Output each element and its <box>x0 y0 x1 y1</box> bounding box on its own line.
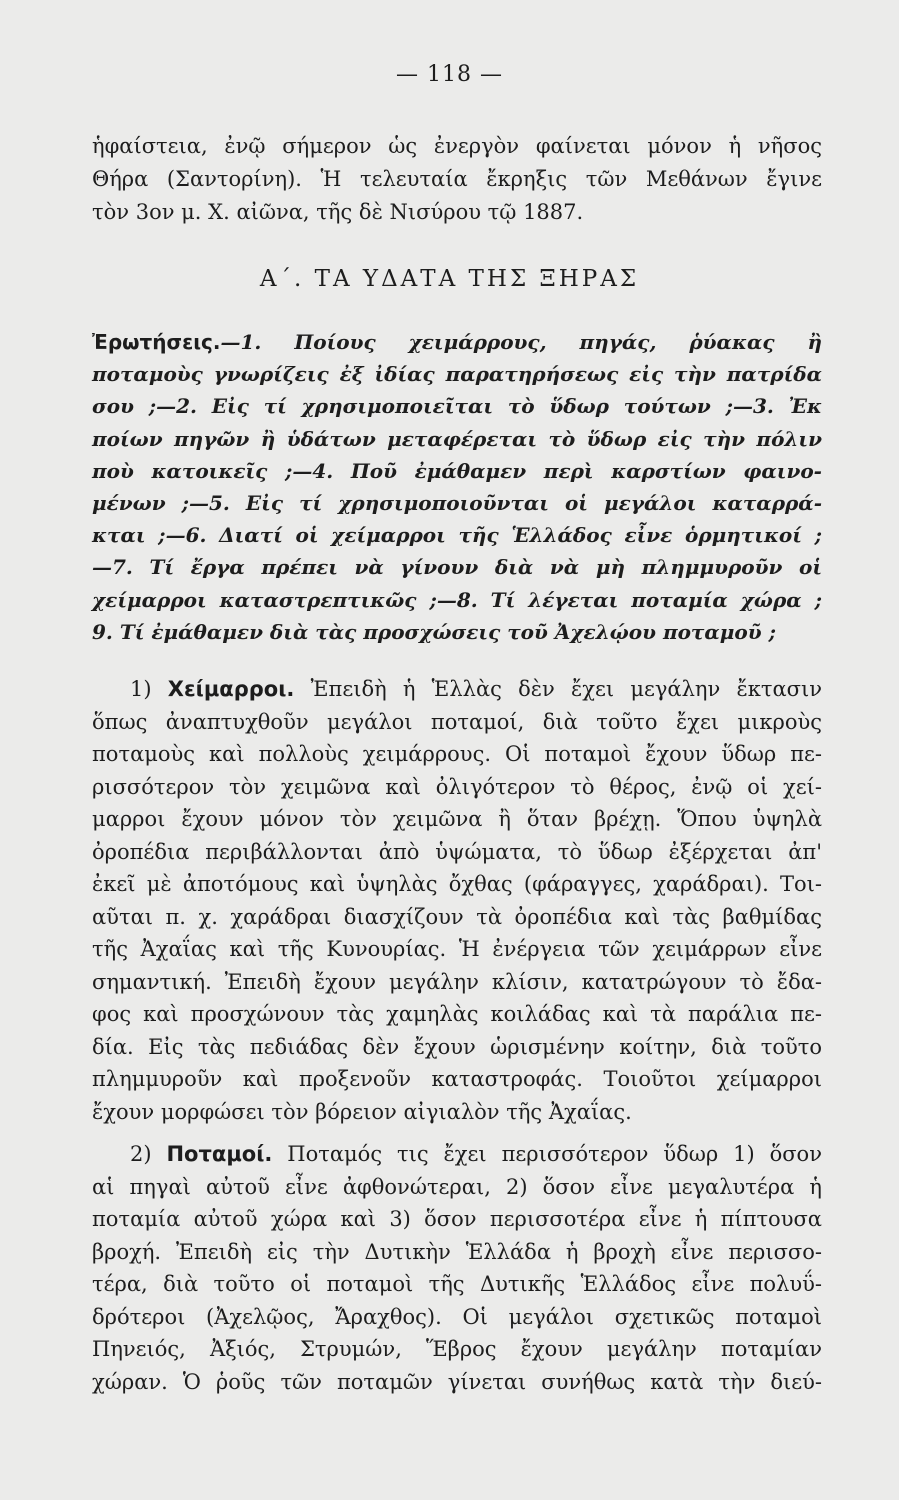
body-line: δία. Εἰς τὰς πεδιάδας δὲν ἔχουν ὡρισμένην κοίτην, διὰ τοῦτο <box>92 1034 822 1059</box>
question-line: σου ;—2. Εἰς τί χρησιμοποιεῖται τὸ ὕδωρ τούτων ;—3. Ἐκ <box>92 394 822 419</box>
body-line: σημαντική. Ἐπειδὴ ἔχουν μεγάλην κλίσιν, κατατρώγουν τὸ ἔδα- <box>92 969 822 994</box>
body-line-text: Ἐπειδὴ ἡ Ἑλλὰς δὲν ἔχει μεγάλην ἔκτασιν <box>310 677 822 701</box>
section-number: 1) <box>130 677 152 701</box>
body-line: αἱ πηγαὶ αὐτοῦ εἶνε ἀφθονώτεραι, 2) ὅσον εἶνε μεγαλυτέρα ἡ <box>92 1174 822 1199</box>
text-line: ἡφαίστεια, ἐνῷ σήμερον ὡς ἐνεργὸν φαίνεται μόνον ἡ νῆσος <box>92 134 822 158</box>
paragraph-gap <box>92 1128 822 1138</box>
torrents-first-line <box>92 673 822 706</box>
question-line: ποταμοὺς γνωρίζεις ἐξ ἰδίας παρατηρήσεως εἰς τὴν πατρίδα <box>92 362 822 387</box>
body-line: τῆς Ἀχαΐας καὶ τῆς Κυνουρίας. Ἡ ἐνέργεια τῶν χειμάρρων εἶνε <box>92 937 822 961</box>
body-line: ποταμία αὐτοῦ χώρα καὶ 3) ὅσον περισσοτέρα εἶνε ἡ πίπτουσα <box>92 1207 822 1231</box>
question-line: χείμαρροι καταστρεπτικῶς ;—8. Τί λέγεται ποταμία χώρα ; <box>92 587 822 612</box>
body-line: ρισσότερον τὸν χειμῶνα καὶ ὀλιγότερον τὸ θέρος, ἐνῷ οἱ χεί- <box>92 774 822 799</box>
body-line: ὅπως ἀναπτυχθοῦν μεγάλοι ποταμοί, διὰ τοῦτο ἔχει μικροὺς <box>92 709 822 734</box>
question-line: ποὺ κατοικεῖς ;—4. Ποῦ ἐμάθαμεν περὶ καρστίων φαινο- <box>92 458 822 483</box>
body-line: τέρα, διὰ τοῦτο οἱ ποταμοὶ τῆς Δυτικῆς Ἑλλάδος εἶνε πολυΰ- <box>92 1272 822 1296</box>
question-line <box>92 326 822 358</box>
question-line: μένων ;—5. Εἰς τί χρησιμοποιοῦνται οἱ μεγάλοι καταρρά- <box>92 490 822 515</box>
body-line: χώραν. Ὁ ῥοῦς τῶν ποταμῶν γίνεται συνήθως κατὰ τὴν διεύ- <box>92 1369 822 1394</box>
body-line: ὀροπέδια περιβάλλονται ἀπὸ ὑψώματα, τὸ ὕδωρ ἐξέρχεται ἀπ' <box>92 839 822 864</box>
body-line: βροχή. Ἐπειδὴ εἰς τὴν Δυτικὴν Ἑλλάδα ἡ βροχὴ εἶνε περισσο- <box>92 1239 822 1264</box>
section-heading: Α΄. ΤΑ ΥΔΑΤΑ ΤΗΣ ΞΗΡΑΣ <box>259 266 640 292</box>
question-line: —7. Τί ἔργα πρέπει νὰ γίνουν διὰ νὰ μὴ πλημμυροῦν οἱ <box>92 555 822 580</box>
intro-paragraph <box>92 130 822 229</box>
body-line: αῦται π. χ. χαράδραι διασχίζουν τὰ ὀροπέδια καὶ τὰς βαθμίδας <box>92 904 822 929</box>
body-line: πλημμυροῦν καὶ προξενοῦν καταστροφάς. Τοιοῦτοι χείμαρροι <box>92 1067 822 1091</box>
rivers-first-line <box>92 1138 822 1171</box>
body-line: ἐκεῖ μὲ ἀποτόμους καὶ ὑψηλὰς ὄχθας (φάραγγες, χαράδραι). Τοι- <box>92 872 822 896</box>
body-line: ἔχουν μορφώσει τὸν βόρειον αἰγιαλὸν τῆς Ἀχαΐας. <box>92 1099 632 1124</box>
body-line: φος καὶ προσχώνουν τὰς χαμηλὰς κοιλάδας καὶ τὰ παράλια πε- <box>92 1002 822 1026</box>
body-line-text: Ποταμός τις ἔχει περισσότερον ὕδωρ 1) ὅσον <box>287 1142 822 1166</box>
torrents-term: Χείμαρροι. <box>167 677 295 701</box>
question-text: —1. Ποίους χειμάρρους, πηγάς, ῥύακας ἢ <box>220 330 822 354</box>
questions-label: Ἐρωτήσεις. <box>92 330 221 354</box>
questions-block <box>92 326 822 648</box>
body-line: μαρροι ἔχουν μόνον τὸν χειμῶνα ἢ ὅταν βρέχῃ. Ὅπου ὑψηλὰ <box>92 807 822 831</box>
text-line: τὸν 3ον μ. Χ. αἰῶνα, τῆς δὲ Νισύρου τῷ 1887. <box>92 200 584 224</box>
rivers-term: Ποταμοί. <box>166 1142 273 1166</box>
question-line: 9. Τί ἐμάθαμεν διὰ τὰς προσχώσεις τοῦ Ἀχελῴου ποταμοῦ ; <box>92 619 776 644</box>
body-line: Πηνειός, Ἀξιός, Στρυμών, Ἕβρος ἔχουν μεγάλην ποταμίαν <box>92 1337 822 1361</box>
text-line: Θήρα (Σαντορίνη). Ἡ τελευταία ἔκρηξις τῶν Μεθάνων ἔγινε <box>92 167 822 191</box>
body-line: ποταμοὺς καὶ πολλοὺς χειμάρρους. Οἱ ποταμοὶ ἔχουν ὕδωρ πε- <box>92 742 822 766</box>
page-number: — 118 — <box>396 62 503 87</box>
section-number: 2) <box>130 1142 152 1166</box>
question-line: ποίων πηγῶν ἢ ὑδάτων μεταφέρεται τὸ ὕδωρ εἰς τὴν πόλιν <box>92 426 822 451</box>
body-text <box>92 673 822 1398</box>
body-line: δρότεροι (Ἀχελῷος, Ἄραχθος). Οἱ μεγάλοι σχετικῶς ποταμοὶ <box>92 1304 822 1329</box>
question-line: κται ;—6. Διατί οἱ χείμαρροι τῆς Ἑλλάδος εἶνε ὁρμητικοί ; <box>92 523 822 548</box>
